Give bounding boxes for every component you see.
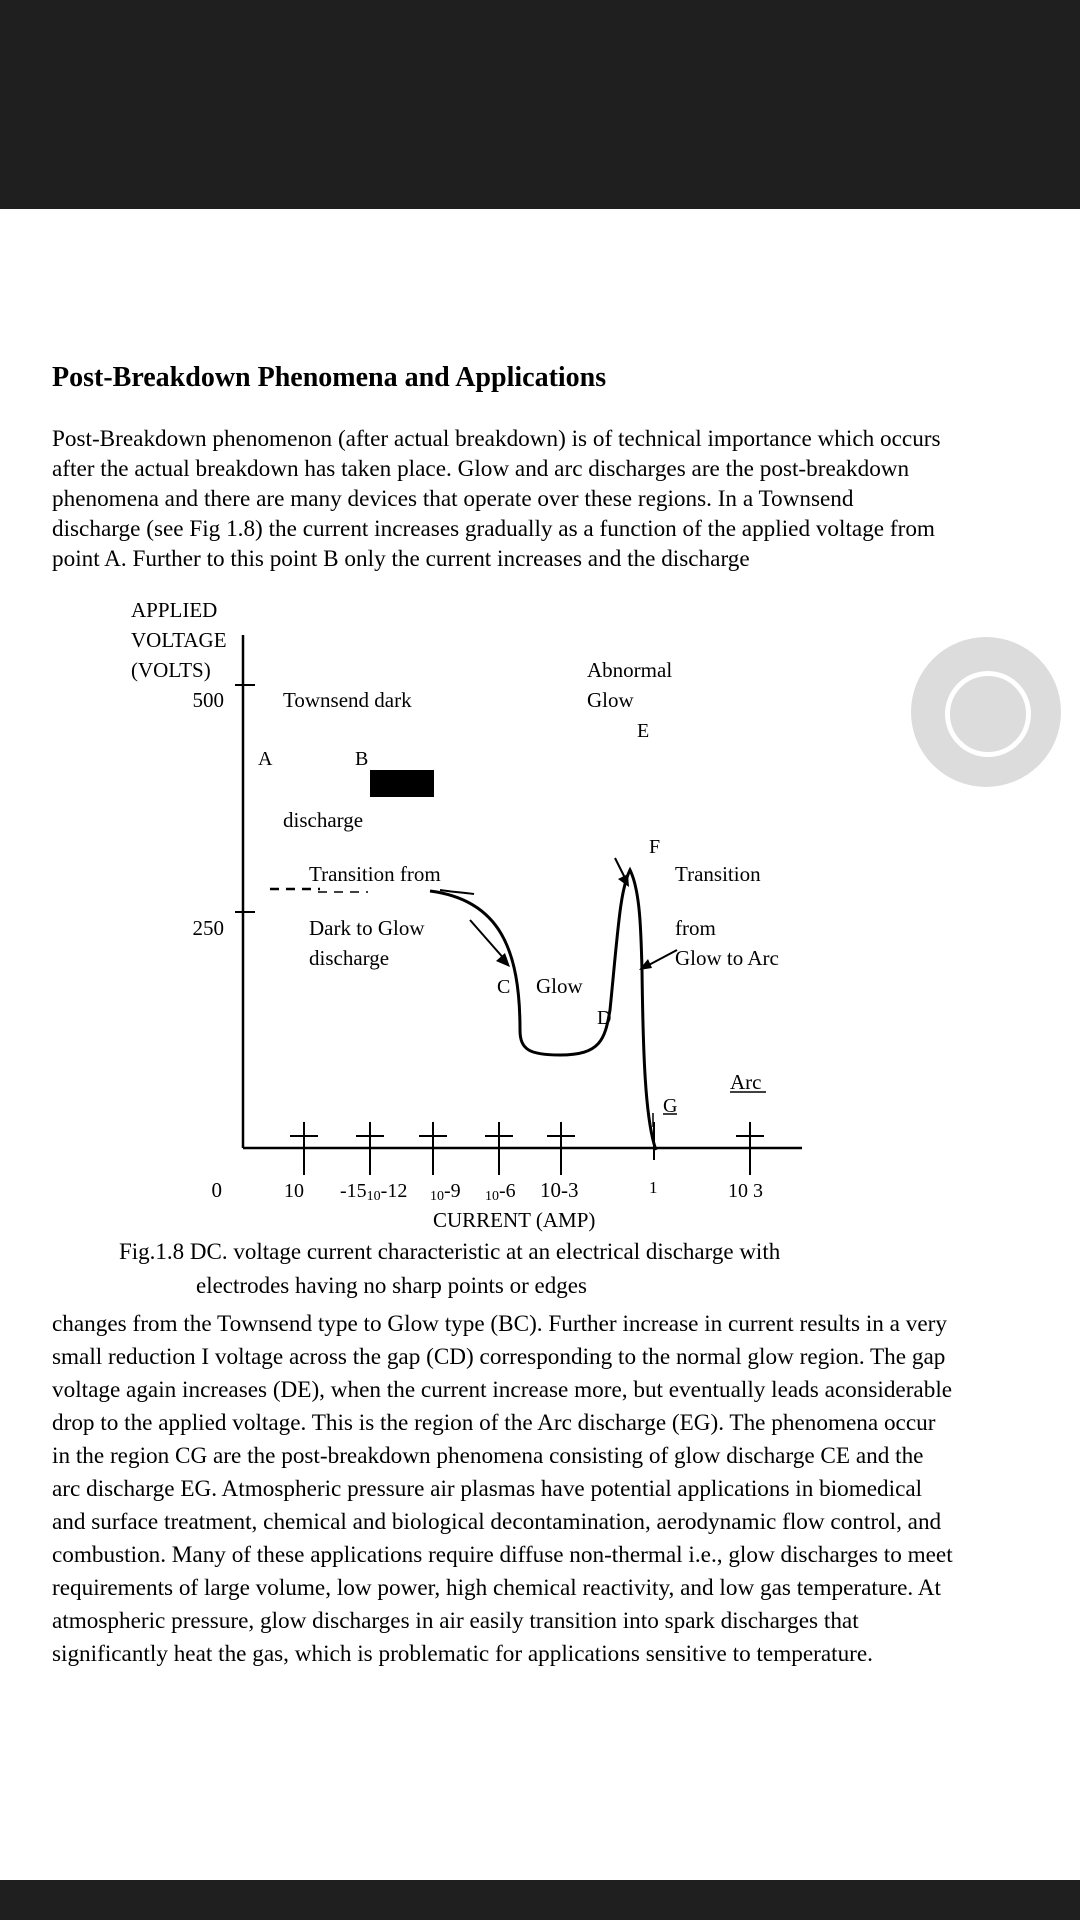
x-tick-label: 10 3 [728, 1180, 763, 1202]
y-axis-label-line: VOLTAGE [131, 628, 227, 652]
text-line: small reduction I voltage across the gap (CD) corresponding to the normal glow region. The gap [52, 1344, 946, 1370]
text-line: Post-Breakdown phenomenon (after actual breakdown) is of technical importance which occurs [52, 426, 941, 452]
region-label: Glow [536, 974, 583, 998]
arrow-to-curve [639, 950, 677, 970]
y-tick-label: 0 [211, 1178, 222, 1202]
text-line: significantly heat the gas, which is problematic for applications sensitive to temperature. [52, 1641, 873, 1667]
text-line: arc discharge EG. Atmospheric pressure air plasmas have potential applications in biomedical [52, 1476, 923, 1502]
point-label-d: D [597, 1007, 612, 1029]
text-line: atmospheric pressure, glow discharges in air easily transition into spark discharges that [52, 1608, 859, 1634]
intro-paragraph [52, 424, 1052, 574]
point-label-e: E [637, 720, 650, 742]
region-label: Arc [730, 1070, 762, 1094]
region-label: Transition from [309, 862, 441, 886]
point-label-f: F [649, 836, 661, 858]
text-line: drop to the applied voltage. This is the region of the Arc discharge (EG). The phenomena occur [52, 1410, 936, 1436]
region-label: from [675, 916, 716, 940]
text-line: in the region CG are the post-breakdown phenomena consisting of glow discharge CE and the [52, 1443, 924, 1469]
region-label: Glow [587, 688, 634, 712]
circle-outline-icon [945, 671, 1031, 757]
point-label-a: A [258, 748, 273, 770]
text-line: and surface treatment, chemical and biological decontamination, aerodynamic flow control, and [52, 1509, 942, 1535]
text-line: changes from the Townsend type to Glow type (BC). Further increase in current results in a very [52, 1311, 947, 1337]
region-label: Dark to Glow [309, 916, 425, 940]
figure-caption: electrodes having no sharp points or edges [196, 1273, 587, 1298]
text-line: discharge (see Fig 1.8) the current increases gradually as a function of the applied voltage from [52, 516, 935, 542]
x-axis-label: CURRENT (AMP) [433, 1208, 596, 1232]
point-label-c: C [497, 976, 511, 998]
text-line: after the actual breakdown has taken place. Glow and arc discharges are the post-breakdown [52, 456, 910, 482]
page-title: Post-Breakdown Phenomena and Applications [52, 362, 607, 393]
top-system-bar [0, 0, 1080, 209]
figure-caption: Fig.1.8 DC. voltage current characteristic at an electrical discharge with [119, 1239, 781, 1264]
x-tick-label: 1 [649, 1178, 658, 1197]
arrow-to-c [470, 920, 510, 967]
text-line: phenomena and there are many devices that operate over these regions. In a Townsend [52, 486, 854, 512]
y-axis-label-line: (VOLTS) [131, 658, 211, 682]
text-line: combustion. Many of these applications require diffuse non-thermal i.e., glow discharges to meet [52, 1542, 953, 1568]
x-tick-label: 10-9 [430, 1180, 461, 1204]
text-line: requirements of large volume, low power, high chemical reactivity, and low gas temperature. At [52, 1575, 941, 1601]
region-label: Townsend dark [283, 688, 412, 712]
text-line: voltage again increases (DE), when the current increase more, but eventually leads aconsiderable [52, 1377, 953, 1403]
vi-characteristic-diagram [100, 590, 820, 1240]
characteristic-curve [430, 870, 656, 1150]
text-line: point A. Further to this point B only the current increases and the discharge [52, 546, 750, 572]
region-label: Glow to Arc [675, 946, 779, 970]
region-label: discharge [283, 808, 364, 832]
floating-action-button[interactable] [911, 637, 1061, 787]
x-tick-label: 10-3 [540, 1178, 579, 1202]
region-label: Abnormal [587, 658, 673, 682]
y-tick-label: 250 [192, 916, 224, 940]
arrow-to-f [615, 858, 629, 887]
bottom-navigation-bar [0, 1880, 1080, 1920]
y-tick-label: 500 [192, 688, 224, 712]
y-axis-label-line: APPLIED [131, 598, 218, 622]
region-label: discharge [309, 946, 390, 970]
x-tick-label: 10-6 [485, 1180, 516, 1204]
x-tick-label: -1510-12 [340, 1180, 408, 1204]
x-tick-label: 10 [284, 1180, 304, 1202]
point-label-b: B [355, 748, 369, 770]
region-label: Transition [675, 862, 761, 886]
figure-1-8 [100, 590, 820, 1240]
point-b-block [370, 770, 434, 797]
point-label-g: G [663, 1095, 678, 1117]
body-paragraph [52, 1308, 1052, 1671]
